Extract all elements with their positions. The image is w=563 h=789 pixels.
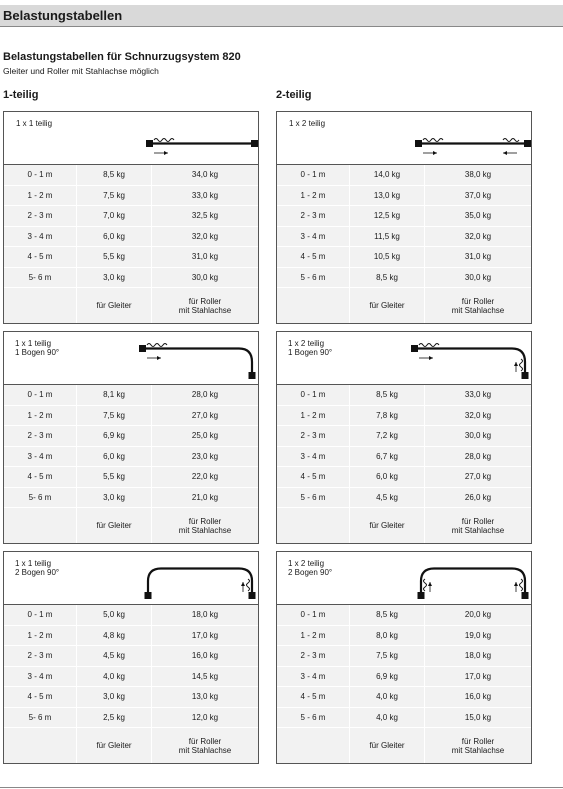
roller-load-cell: 30,0 kg <box>464 431 492 441</box>
roller-label: für Roller mit Stahlachse <box>451 736 505 755</box>
roller-load-cell: 17,0 kg <box>464 671 492 681</box>
table-row <box>4 447 258 468</box>
length-cell: 5- 6 m <box>4 708 77 728</box>
roller-load-cell: 34,0 kg <box>191 170 219 180</box>
length-cell: 0 - 1 m <box>277 605 350 625</box>
glider-load-cell: 4,5 kg <box>77 646 152 666</box>
length-cell: 2 - 3 m <box>277 646 350 666</box>
roller-label: für Roller mit Stahlachse <box>178 516 232 535</box>
roller-load-cell: 33,0 kg <box>464 390 492 400</box>
length-cell: 4 - 5 m <box>277 247 350 267</box>
table-row <box>277 447 531 468</box>
roller-label: für Roller mit Stahlachse <box>451 296 505 315</box>
table-row <box>4 268 258 289</box>
table-header <box>4 332 258 385</box>
load-table-1x1-1-bend <box>3 331 259 544</box>
table-header <box>4 112 258 165</box>
table-row <box>277 385 531 406</box>
roller-load-cell: 17,0 kg <box>191 630 219 640</box>
length-cell: 1 - 2 m <box>4 406 77 426</box>
length-cell: 3 - 4 m <box>4 227 77 247</box>
roller-load-cell: 13,0 kg <box>191 692 219 702</box>
roller-load-cell: 14,5 kg <box>191 671 219 681</box>
configuration-label: 1 x 2 teilig 2 Bogen 90° <box>288 559 333 577</box>
table-row <box>277 646 531 667</box>
glider-label: für Gleiter <box>77 288 152 323</box>
table-footer-row <box>4 728 258 763</box>
table-row <box>277 268 531 289</box>
section-subtitle: Gleiter und Roller mit Stahlachse möglich <box>3 66 159 76</box>
table-row <box>4 708 258 729</box>
length-cell: 5 - 6 m <box>277 488 350 508</box>
table-row <box>277 227 531 248</box>
table-row <box>4 646 258 667</box>
table-row <box>4 186 258 207</box>
table-header <box>277 332 531 385</box>
footer-empty-cell <box>4 288 77 323</box>
load-table-1x1 <box>3 111 259 324</box>
length-cell: 1 - 2 m <box>277 186 350 206</box>
roller-load-cell: 22,0 kg <box>191 472 219 482</box>
table-row <box>4 626 258 647</box>
glider-load-cell: 7,0 kg <box>77 206 152 226</box>
rail-diagram-icon <box>277 332 533 385</box>
length-cell: 2 - 3 m <box>277 206 350 226</box>
footer-empty-cell <box>277 728 350 763</box>
length-cell: 5 - 6 m <box>277 708 350 728</box>
table-row <box>277 165 531 186</box>
roller-load-cell: 32,0 kg <box>464 410 492 420</box>
glider-load-cell: 7,8 kg <box>350 406 425 426</box>
table-row <box>4 385 258 406</box>
length-cell: 0 - 1 m <box>4 165 77 185</box>
table-footer-row <box>277 508 531 543</box>
configuration-label: 1 x 2 teilig <box>289 119 326 128</box>
load-table-1x2 <box>276 111 532 324</box>
table-row <box>4 426 258 447</box>
roller-load-cell: 32,0 kg <box>464 231 492 241</box>
length-cell: 3 - 4 m <box>4 447 77 467</box>
glider-load-cell: 10,5 kg <box>350 247 425 267</box>
glider-load-cell: 8,1 kg <box>77 385 152 405</box>
length-cell: 5 - 6 m <box>277 268 350 288</box>
roller-load-cell: 28,0 kg <box>464 451 492 461</box>
glider-load-cell: 4,0 kg <box>350 708 425 728</box>
length-cell: 5- 6 m <box>4 488 77 508</box>
right-column-title: 2-teilig <box>276 89 312 101</box>
length-cell: 5- 6 m <box>4 268 77 288</box>
table-row <box>277 406 531 427</box>
table-row <box>4 406 258 427</box>
roller-load-cell: 27,0 kg <box>464 472 492 482</box>
roller-load-cell: 35,0 kg <box>464 211 492 221</box>
glider-load-cell: 6,9 kg <box>350 667 425 687</box>
length-cell: 4 - 5 m <box>277 687 350 707</box>
glider-load-cell: 6,7 kg <box>350 447 425 467</box>
footer-empty-cell <box>4 508 77 543</box>
roller-load-cell: 16,0 kg <box>191 651 219 661</box>
table-row <box>4 206 258 227</box>
length-cell: 4 - 5 m <box>277 467 350 487</box>
roller-load-cell: 31,0 kg <box>464 252 492 262</box>
rail-diagram-icon <box>277 552 533 605</box>
glider-label: für Gleiter <box>77 508 152 543</box>
glider-load-cell: 7,5 kg <box>77 406 152 426</box>
roller-load-cell: 38,0 kg <box>464 170 492 180</box>
glider-load-cell: 3,0 kg <box>77 687 152 707</box>
roller-load-cell: 21,0 kg <box>191 492 219 502</box>
table-footer-row <box>277 288 531 323</box>
glider-load-cell: 6,0 kg <box>77 447 152 467</box>
configuration-label: 1 x 1 teilig <box>16 119 53 128</box>
length-cell: 3 - 4 m <box>277 227 350 247</box>
glider-load-cell: 6,0 kg <box>350 467 425 487</box>
table-row <box>4 488 258 509</box>
table-row <box>277 247 531 268</box>
length-cell: 2 - 3 m <box>4 646 77 666</box>
table-row <box>4 687 258 708</box>
glider-load-cell: 5,5 kg <box>77 467 152 487</box>
table-row <box>277 708 531 729</box>
glider-load-cell: 4,5 kg <box>350 488 425 508</box>
length-cell: 2 - 3 m <box>4 206 77 226</box>
roller-load-cell: 19,0 kg <box>464 630 492 640</box>
roller-label: für Roller mit Stahlachse <box>178 296 232 315</box>
footer-empty-cell <box>277 288 350 323</box>
length-cell: 0 - 1 m <box>4 385 77 405</box>
glider-load-cell: 2,5 kg <box>77 708 152 728</box>
roller-load-cell: 33,0 kg <box>191 190 219 200</box>
table-row <box>4 467 258 488</box>
rail-diagram-icon <box>277 112 533 165</box>
glider-load-cell: 7,2 kg <box>350 426 425 446</box>
table-row <box>277 626 531 647</box>
footer-empty-cell <box>4 728 77 763</box>
table-row <box>277 667 531 688</box>
glider-load-cell: 11,5 kg <box>350 227 425 247</box>
roller-load-cell: 16,0 kg <box>464 692 492 702</box>
glider-load-cell: 8,0 kg <box>350 626 425 646</box>
table-row <box>277 687 531 708</box>
glider-load-cell: 3,0 kg <box>77 488 152 508</box>
rail-diagram-icon <box>4 552 260 605</box>
footer-empty-cell <box>277 508 350 543</box>
length-cell: 4 - 5 m <box>4 467 77 487</box>
glider-load-cell: 8,5 kg <box>77 165 152 185</box>
glider-load-cell: 12,5 kg <box>350 206 425 226</box>
table-row <box>277 488 531 509</box>
rail-diagram-icon <box>4 332 260 385</box>
length-cell: 0 - 1 m <box>4 605 77 625</box>
table-header <box>4 552 258 605</box>
glider-load-cell: 7,5 kg <box>350 646 425 666</box>
configuration-label: 1 x 1 teilig 1 Bogen 90° <box>15 339 60 357</box>
length-cell: 3 - 4 m <box>277 447 350 467</box>
length-cell: 1 - 2 m <box>277 406 350 426</box>
table-row <box>277 186 531 207</box>
length-cell: 1 - 2 m <box>4 186 77 206</box>
length-cell: 2 - 3 m <box>277 426 350 446</box>
glider-load-cell: 7,5 kg <box>77 186 152 206</box>
glider-label: für Gleiter <box>350 288 425 323</box>
length-cell: 0 - 1 m <box>277 165 350 185</box>
roller-load-cell: 25,0 kg <box>191 431 219 441</box>
roller-load-cell: 18,0 kg <box>191 610 219 620</box>
glider-load-cell: 4,0 kg <box>350 687 425 707</box>
configuration-label: 1 x 2 teilig 1 Bogen 90° <box>288 339 333 357</box>
glider-load-cell: 6,9 kg <box>77 426 152 446</box>
length-cell: 3 - 4 m <box>4 667 77 687</box>
glider-load-cell: 8,5 kg <box>350 268 425 288</box>
table-row <box>4 667 258 688</box>
configuration-label: 1 x 1 teilig 2 Bogen 90° <box>15 559 60 577</box>
table-row <box>4 605 258 626</box>
roller-load-cell: 18,0 kg <box>464 651 492 661</box>
glider-label: für Gleiter <box>77 728 152 763</box>
rail-diagram-icon <box>4 112 260 165</box>
section-title: Belastungstabellen für Schnurzugsystem 820 <box>3 51 241 63</box>
roller-load-cell: 30,0 kg <box>464 272 492 282</box>
glider-load-cell: 6,0 kg <box>77 227 152 247</box>
glider-load-cell: 13,0 kg <box>350 186 425 206</box>
table-row <box>277 206 531 227</box>
roller-load-cell: 27,0 kg <box>191 410 219 420</box>
length-cell: 4 - 5 m <box>4 687 77 707</box>
load-table-1x2-2-bends <box>276 551 532 764</box>
length-cell: 1 - 2 m <box>277 626 350 646</box>
roller-load-cell: 32,0 kg <box>191 231 219 241</box>
glider-load-cell: 5,5 kg <box>77 247 152 267</box>
glider-load-cell: 8,5 kg <box>350 385 425 405</box>
roller-load-cell: 12,0 kg <box>191 712 219 722</box>
roller-load-cell: 23,0 kg <box>191 451 219 461</box>
glider-load-cell: 14,0 kg <box>350 165 425 185</box>
table-header <box>277 552 531 605</box>
glider-load-cell: 5,0 kg <box>77 605 152 625</box>
roller-load-cell: 31,0 kg <box>191 252 219 262</box>
left-column-title: 1-teilig <box>3 89 39 101</box>
length-cell: 3 - 4 m <box>277 667 350 687</box>
table-header <box>277 112 531 165</box>
table-row <box>277 467 531 488</box>
table-footer-row <box>277 728 531 763</box>
roller-load-cell: 37,0 kg <box>464 190 492 200</box>
glider-label: für Gleiter <box>350 508 425 543</box>
page-divider <box>0 787 563 788</box>
length-cell: 2 - 3 m <box>4 426 77 446</box>
length-cell: 1 - 2 m <box>4 626 77 646</box>
roller-label: für Roller mit Stahlachse <box>178 736 232 755</box>
load-table-1x1-2-bends <box>3 551 259 764</box>
table-row <box>4 165 258 186</box>
glider-load-cell: 4,0 kg <box>77 667 152 687</box>
roller-load-cell: 32,5 kg <box>191 211 219 221</box>
glider-load-cell: 8,5 kg <box>350 605 425 625</box>
table-row <box>277 426 531 447</box>
table-footer-row <box>4 288 258 323</box>
table-row <box>4 247 258 268</box>
load-table-1x2-1-bend <box>276 331 532 544</box>
roller-load-cell: 15,0 kg <box>464 712 492 722</box>
roller-load-cell: 28,0 kg <box>191 390 219 400</box>
table-footer-row <box>4 508 258 543</box>
glider-load-cell: 3,0 kg <box>77 268 152 288</box>
roller-load-cell: 30,0 kg <box>191 272 219 282</box>
roller-load-cell: 20,0 kg <box>464 610 492 620</box>
length-cell: 0 - 1 m <box>277 385 350 405</box>
glider-load-cell: 4,8 kg <box>77 626 152 646</box>
roller-load-cell: 26,0 kg <box>464 492 492 502</box>
roller-label: für Roller mit Stahlachse <box>451 516 505 535</box>
table-row <box>277 605 531 626</box>
table-row <box>4 227 258 248</box>
page-title: Belastungstabellen <box>0 5 563 27</box>
length-cell: 4 - 5 m <box>4 247 77 267</box>
glider-label: für Gleiter <box>350 728 425 763</box>
